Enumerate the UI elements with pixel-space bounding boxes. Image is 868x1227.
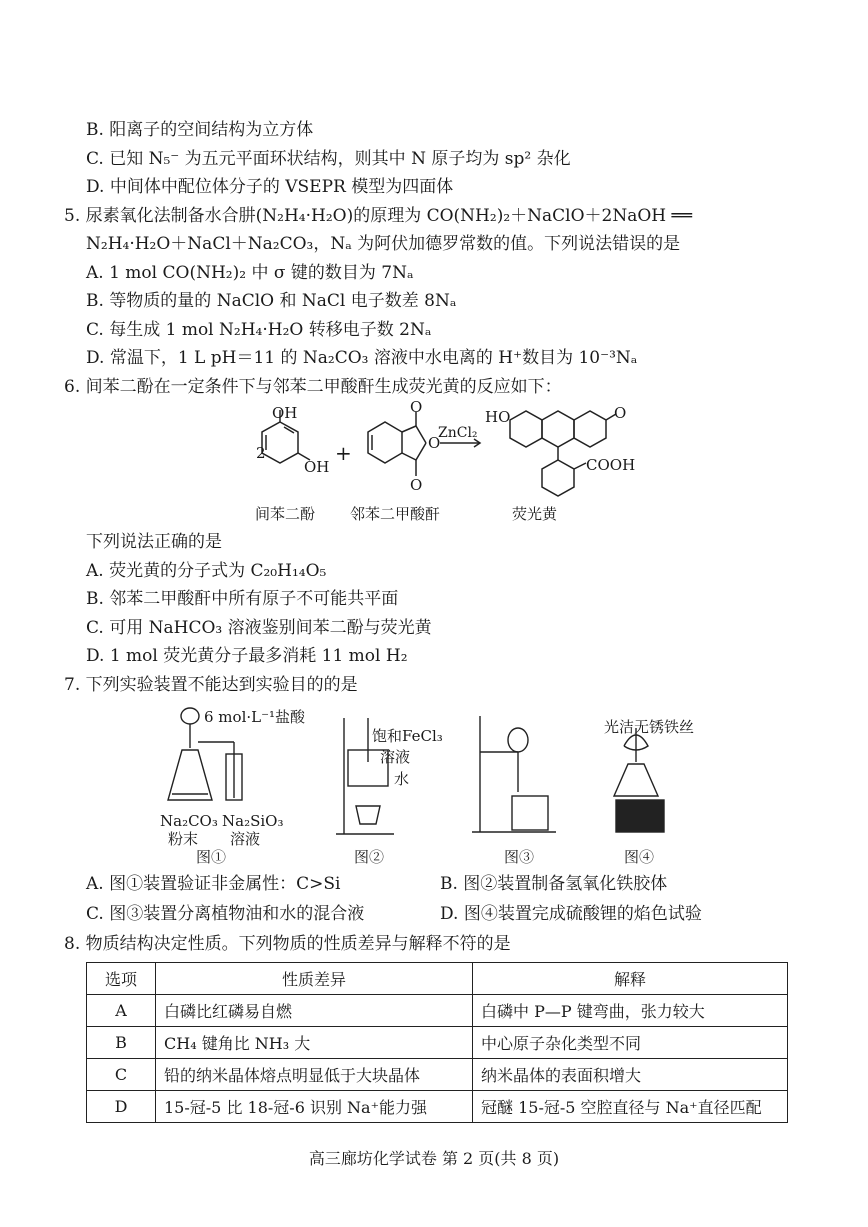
table-row — [87, 1091, 788, 1123]
cell-property: 铅的纳米晶体熔点明显低于大块晶体 — [156, 1059, 473, 1091]
q5-stem-line2: N₂H₄·H₂O＋NaCl＋Na₂CO₃，Nₐ 为阿伏加德罗常数的值。下列说法错误的是 — [86, 234, 681, 254]
table-header-row — [87, 963, 788, 995]
q7-stem: 7. 下列实验装置不能达到实验目的的是 — [64, 675, 358, 695]
resorcinol-oh-top: OH — [272, 404, 298, 422]
anhydride-o-bottom: O — [410, 476, 423, 494]
apparatus-figure-4 — [606, 724, 676, 836]
cell-explanation: 冠醚 15-冠-5 空腔直径与 Na⁺直径匹配 — [473, 1091, 788, 1123]
cell-option: D — [87, 1091, 156, 1123]
q5-option-b: B. 等物质的量的 NaClO 和 NaCl 电子数差 8Nₐ — [86, 291, 457, 311]
q5-option-a: A. 1 mol CO(NH₂)₂ 中 σ 键的数目为 7Nₐ — [86, 263, 414, 283]
f3-caption: 图③ — [504, 848, 535, 866]
separatory-funnel — [181, 708, 199, 724]
f2-fecl3-label: 饱和FeCl₃ — [372, 727, 443, 745]
reaction-scheme-figure — [240, 400, 640, 510]
q6-ask: 下列说法正确的是 — [86, 532, 222, 552]
cell-explanation: 中心原子杂化类型不同 — [473, 1027, 788, 1059]
f1-caption: 图① — [196, 848, 227, 866]
plus-sign: + — [335, 441, 352, 465]
cell-explanation: 纳米晶体的表面积增大 — [473, 1059, 788, 1091]
cell-option: A — [87, 995, 156, 1027]
name-resorcinol: 间苯二酚 — [255, 505, 316, 523]
f4-wire-label: 光洁无锈铁丝 — [604, 718, 695, 736]
anhydride-benzene-ring — [368, 422, 402, 463]
f4-caption: 图④ — [624, 848, 655, 866]
f2-caption: 图② — [354, 848, 385, 866]
f1-na2sio3-label: Na₂SiO₃ — [222, 812, 284, 830]
conical-flask — [168, 750, 212, 800]
table-row — [87, 995, 788, 1027]
header-explanation: 解释 — [473, 963, 788, 995]
q8-table — [86, 962, 788, 1123]
fluorescein-middle-ring — [542, 411, 574, 447]
resorcinol-coefficient: 2 — [256, 444, 266, 462]
cell-explanation: 白磷中 P—P 键弯曲，张力较大 — [473, 995, 788, 1027]
q4-option-b: B. 阳离子的空间结构为立方体 — [86, 120, 314, 140]
cell-option: C — [87, 1059, 156, 1091]
q5-stem-line1: 5. 尿素氧化法制备水合肼(N₂H₄·H₂O)的原理为 CO(NH₂)₂＋NaClO＋2NaOH ══ — [64, 206, 692, 226]
f1-na2co3-label: Na₂CO₃ — [160, 812, 218, 830]
alcohol-lamp — [356, 806, 380, 824]
fluorescein-lower-ring — [542, 460, 574, 496]
separatory-funnel — [508, 728, 528, 752]
f1-solution-label: 溶液 — [230, 830, 261, 848]
header-property: 性质差异 — [156, 963, 473, 995]
table-row — [87, 1059, 788, 1091]
apparatus-figure-3 — [472, 712, 558, 838]
q6-option-b: B. 邻苯二甲酸酐中所有原子不可能共平面 — [86, 589, 399, 609]
q7-option-d: D. 图④装置完成硫酸锂的焰色试验 — [440, 904, 702, 924]
q7-option-b: B. 图②装置制备氢氧化铁胶体 — [440, 874, 668, 894]
f1-acid-label: 6 mol·L⁻¹盐酸 — [204, 708, 306, 726]
q6-stem: 6. 间苯二酚在一定条件下与邻苯二甲酸酐生成荧光黄的反应如下： — [64, 377, 562, 397]
q6-option-d: D. 1 mol 荧光黄分子最多消耗 11 mol H₂ — [86, 646, 408, 666]
fluorescein-o-keto: O — [614, 404, 627, 422]
table-row — [87, 1027, 788, 1059]
anhydride-o-ring: O — [428, 434, 441, 452]
cell-property: CH₄ 键角比 NH₃ 大 — [156, 1027, 473, 1059]
fluorescein-cooh: COOH — [586, 456, 636, 474]
header-option: 选项 — [87, 963, 156, 995]
lamp-base — [616, 800, 664, 832]
fluorescein-right-ring — [574, 411, 606, 447]
q4-option-c: C. 已知 N₅⁻ 为五元平面环状结构，则其中 N 原子均为 sp² 杂化 — [86, 149, 571, 169]
q6-option-c: C. 可用 NaHCO₃ 溶液鉴别间苯二酚与荧光黄 — [86, 618, 432, 638]
page-footer: 高三廊坊化学试卷 第 2 页(共 8 页) — [308, 1149, 560, 1168]
name-phthalic-anhydride: 邻苯二甲酸酐 — [350, 505, 441, 523]
alcohol-lamp — [614, 764, 658, 796]
f2-water-label: 水 — [394, 770, 410, 788]
resorcinol-oh-side: OH — [304, 458, 330, 476]
resorcinol-ring — [262, 422, 298, 463]
q8-stem: 8. 物质结构决定性质。下列物质的性质差异与解释不符的是 — [64, 934, 511, 954]
catalyst-label: ZnCl₂ — [438, 425, 478, 441]
name-fluorescein: 荧光黄 — [512, 505, 558, 523]
fluorescein-left-ring — [510, 411, 542, 447]
q7-option-a: A. 图①装置验证非金属性：C>Si — [86, 874, 341, 894]
anhydride-o-top: O — [410, 398, 423, 416]
q5-option-d: D. 常温下，1 L pH＝11 的 Na₂CO₃ 溶液中水电离的 H⁺数目为 10⁻³Nₐ — [86, 348, 638, 368]
fluorescein-ho: HO — [485, 408, 511, 426]
cell-option: B — [87, 1027, 156, 1059]
f2-solution-label: 溶液 — [380, 748, 411, 766]
q7-option-c: C. 图③装置分离植物油和水的混合液 — [86, 904, 365, 924]
q6-option-a: A. 荧光黄的分子式为 C₂₀H₁₄O₅ — [86, 561, 327, 581]
q5-option-c: C. 每生成 1 mol N₂H₄·H₂O 转移电子数 2Nₐ — [86, 320, 432, 340]
cell-property: 15-冠-5 比 18-冠-6 识别 Na⁺能力强 — [156, 1091, 473, 1123]
beaker — [512, 796, 548, 830]
f1-powder-label: 粉末 — [168, 830, 199, 848]
q4-option-d: D. 中间体中配位体分子的 VSEPR 模型为四面体 — [86, 177, 454, 197]
cell-property: 白磷比红磷易自燃 — [156, 995, 473, 1027]
